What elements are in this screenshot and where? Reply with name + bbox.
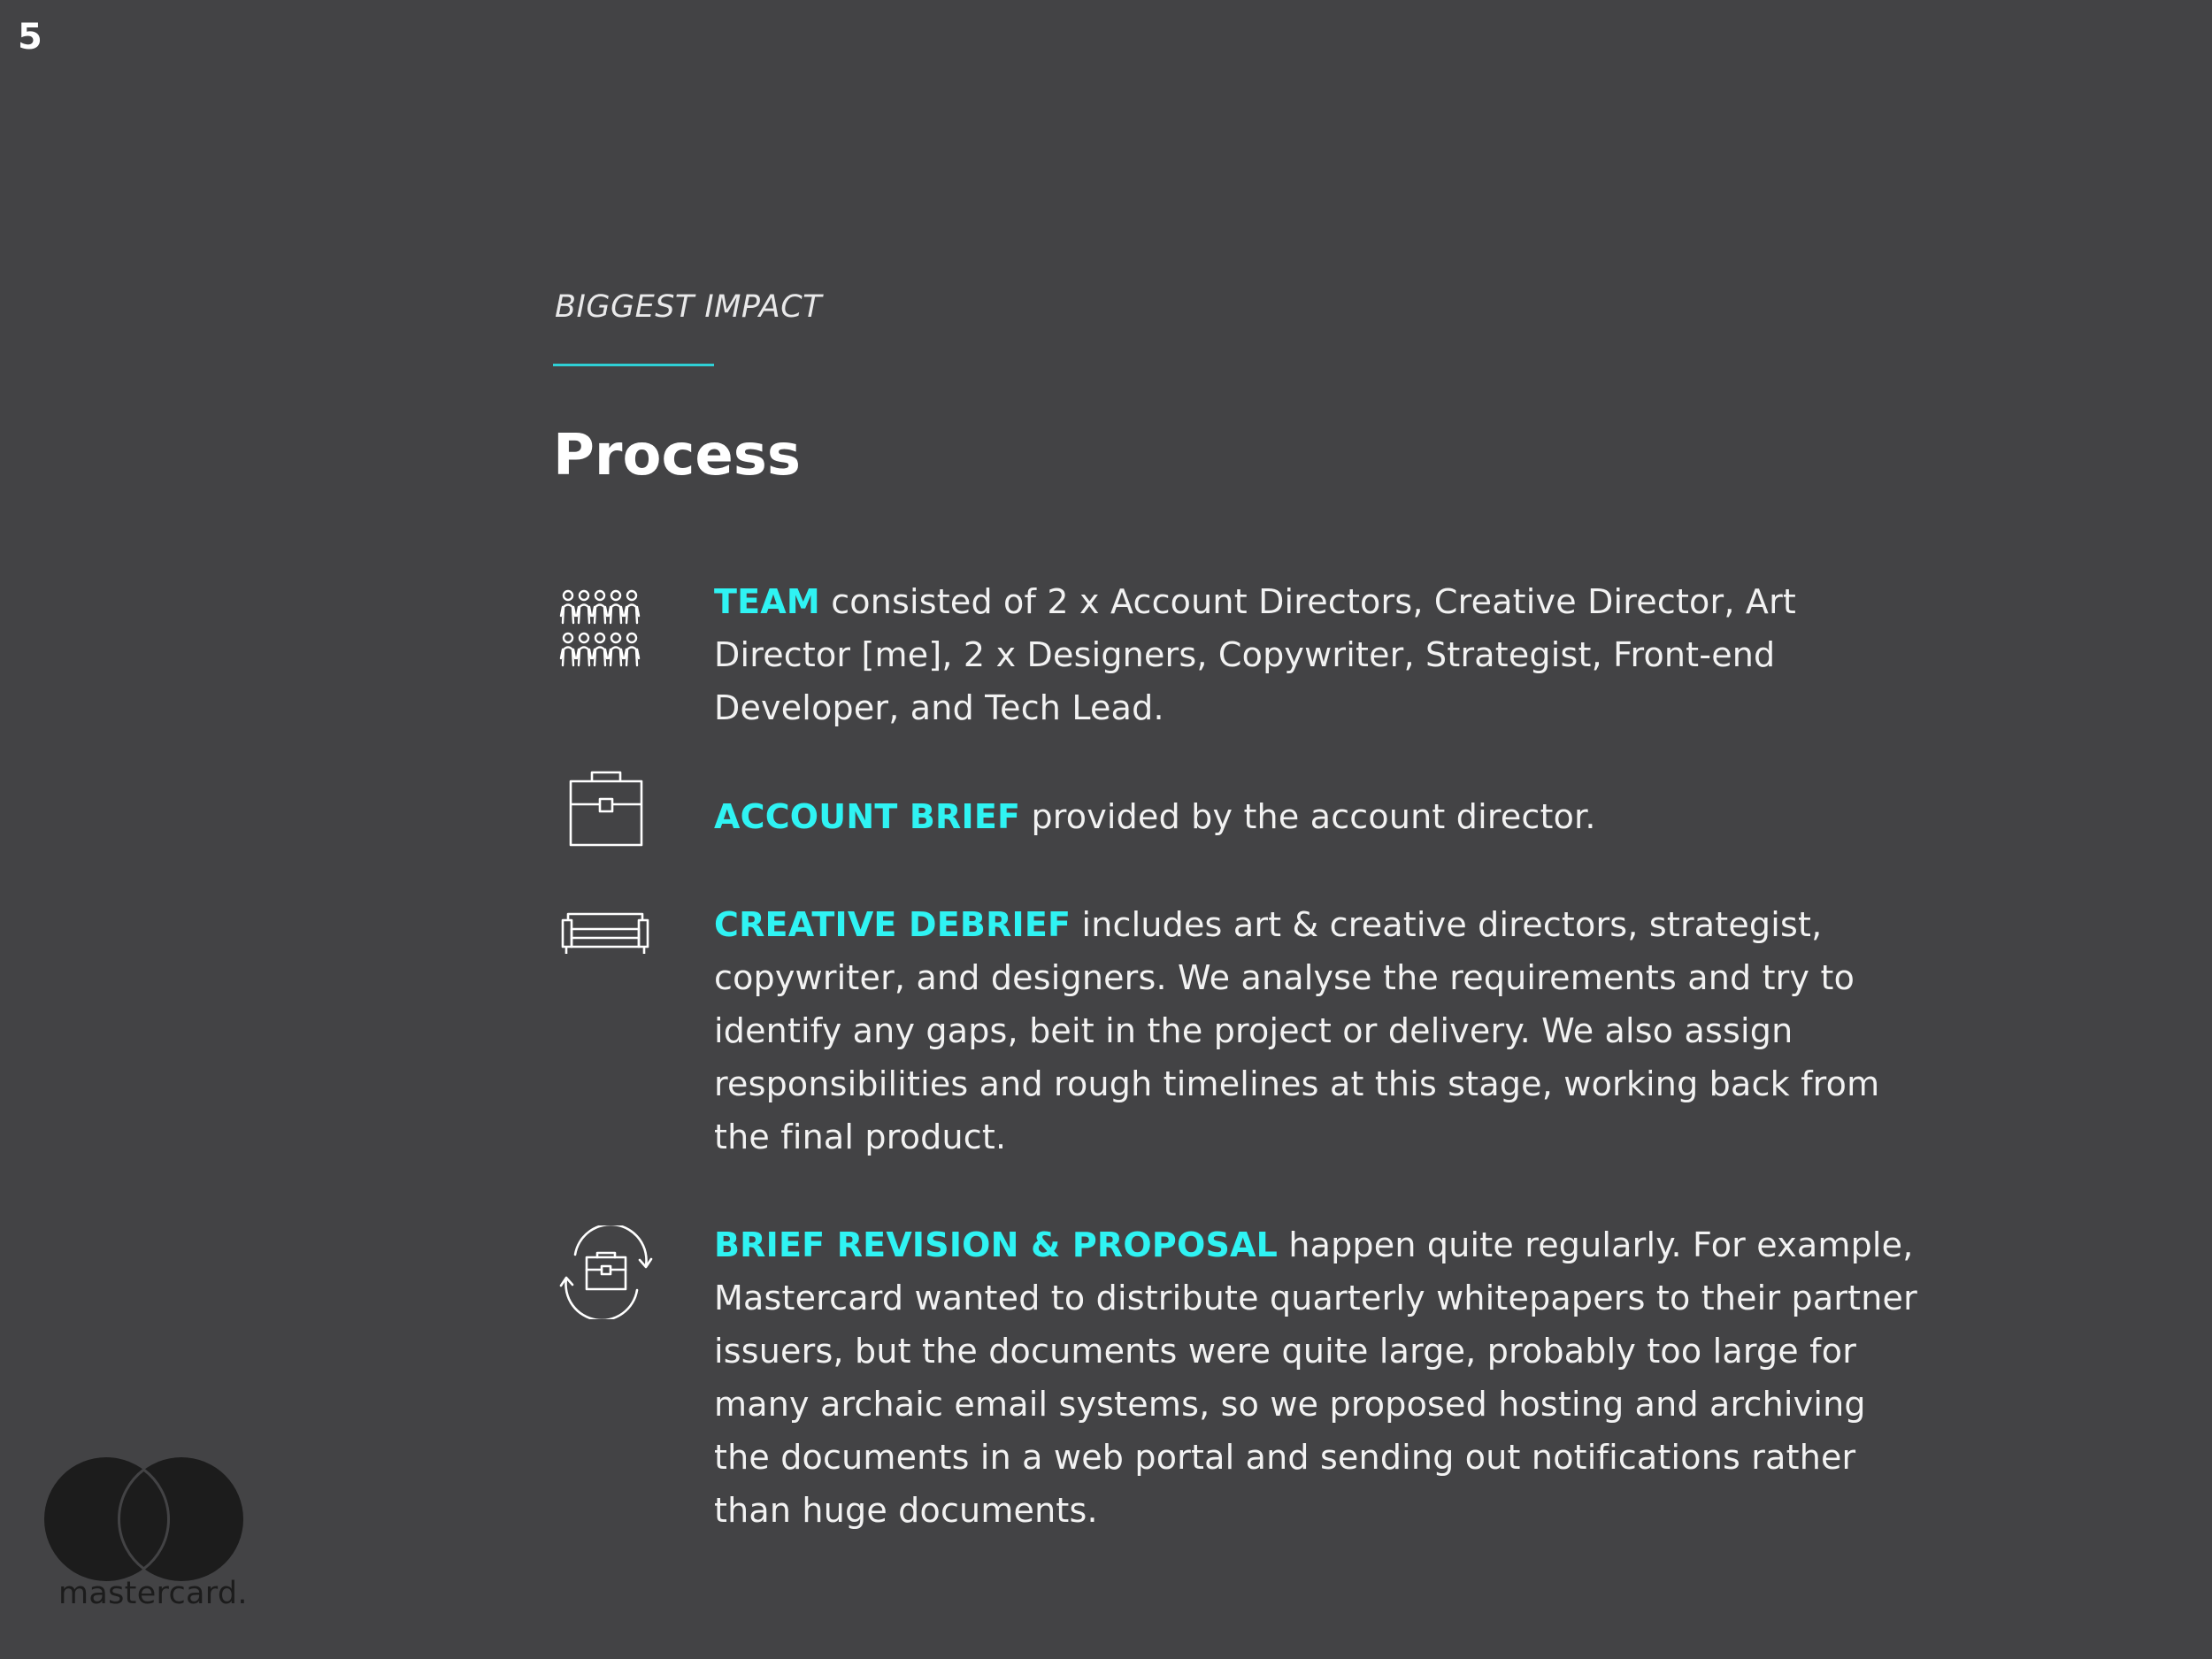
process-body-creative-debrief: includes art & creative directors, strategist, copywriter, and designers. We analyse the requirements and try to identify any gaps, beit in the project or delivery. We also assign responsibilities and rough timelines at this stage, working back from the final product. (714, 905, 1880, 1156)
process-body-account-brief: provided by the account director. (1031, 797, 1596, 836)
team-icon (559, 589, 651, 678)
process-item-creative-debrief (549, 898, 1929, 1181)
process-label-account-brief: ACCOUNT BRIEF (714, 797, 1021, 836)
mastercard-logo-icon (44, 1455, 248, 1587)
process-text-creative-debrief (714, 898, 1926, 1164)
process-body-brief-revision: happen quite regularly. For example, Mastercard wanted to distribute quarterly whitepapers to their partner issuers, but the documents were quite large, probably too large for many archaic email systems, so we proposed hosting and archiving the documents in a web portal and sending out notifications rather than huge documents. (714, 1225, 1917, 1530)
couch-icon (561, 911, 649, 961)
briefcase-refresh-icon (559, 1225, 653, 1323)
eyebrow-divider (553, 364, 714, 366)
process-label-creative-debrief: CREATIVE DEBRIEF (714, 905, 1071, 944)
page-title: Process (553, 423, 801, 488)
process-label-brief-revision: BRIEF REVISION & PROPOSAL (714, 1225, 1279, 1264)
process-text-brief-revision (714, 1218, 1926, 1537)
process-item-brief-revision (549, 1218, 1929, 1555)
mastercard-wordmark: mastercard. (58, 1576, 248, 1611)
page-number: 5 (18, 17, 42, 58)
section-eyebrow: BIGGEST IMPACT (555, 289, 823, 325)
process-text-account-brief (714, 790, 1926, 843)
process-item-account-brief (549, 790, 1929, 879)
briefcase-icon (568, 769, 644, 852)
process-label-team: TEAM (714, 582, 820, 621)
process-item-team (549, 575, 1929, 752)
process-text-team (714, 575, 1926, 734)
process-body-team: consisted of 2 x Account Directors, Creative Director, Art Director [me], 2 x Designers, Copywriter, Strategist, Front-end Developer, and Tech Lead. (714, 582, 1797, 727)
